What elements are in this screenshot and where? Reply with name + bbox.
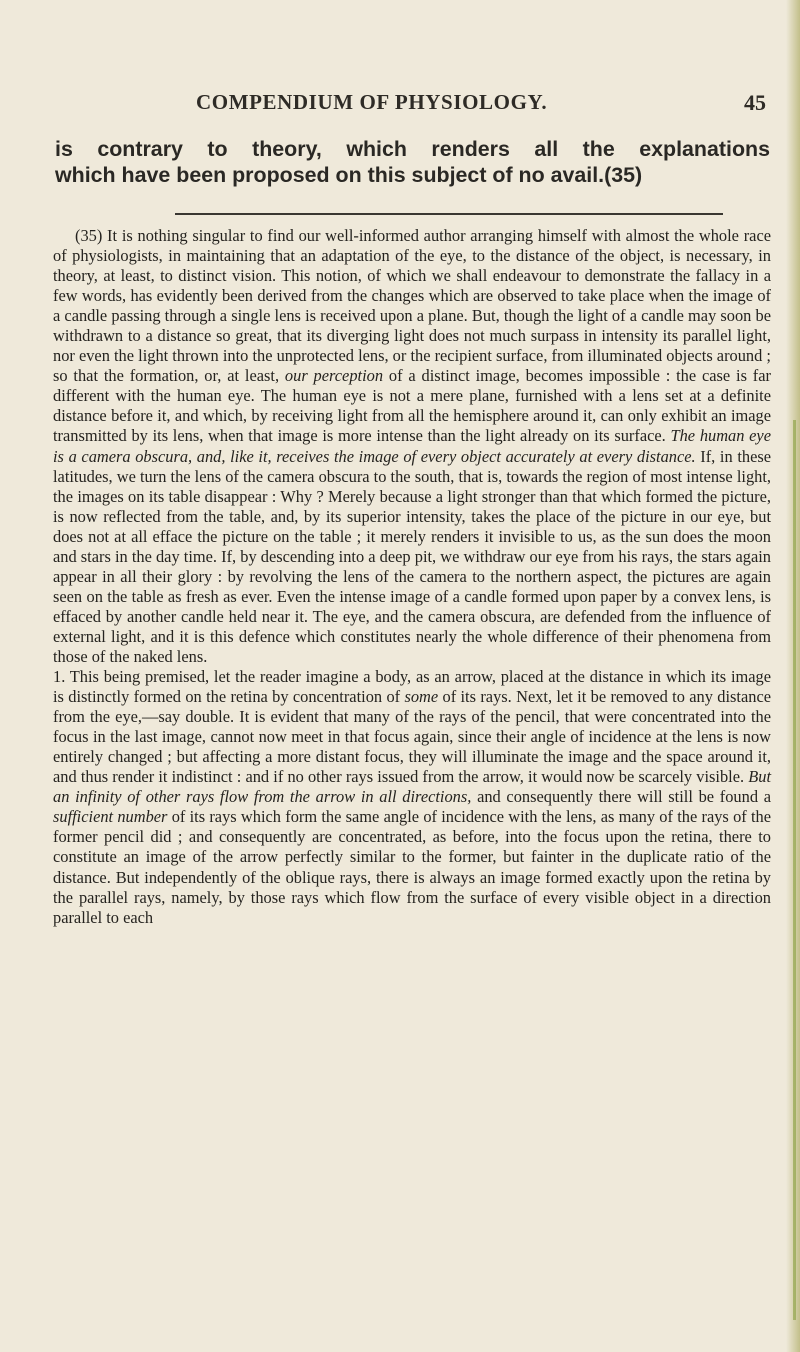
text-run: of its rays. Next, let it be removed to any distance from the eye,—say double. It is evident that many of the rays of the pencil, that were concentrated into the focus in the last image, cannot now meet in that focus again, since their angle of incidence at the lens is now entirely changed ; but affecting a more distant focus, they will illuminate the image and the space around it, and thus render it indistinct : and if no other rays issued from the arrow, it would now be scarcely visible.	[53, 687, 771, 787]
italic-run: But an infinity of other rays flow from the arrow in all directions,	[53, 767, 771, 807]
lead-line-1: is contrary to theory, which renders all the explanations	[55, 137, 770, 161]
text-run: 1. This being premised, let the reader imagine a body, as an arrow, placed at the distance in which its image is distinctly formed on the retina by concentration of	[53, 667, 771, 707]
text-run: and consequently there will still be found a	[471, 787, 771, 807]
lead-paragraph	[55, 136, 770, 188]
text-run: of its rays which form the same angle of incidence with the lens, as many of the rays of the former pencil did ; and consequently are concentrated, as before, into the focus upon the retina, there to constitute an image of the arrow perfectly similar to the former, but fainter in the duplicate ratio of the distance. But independently of the oblique rays, there is always an image formed exactly upon the retina by the parallel rays, namely, by those rays which flow from the surface of every visible object in a direction parallel to each	[53, 807, 772, 927]
italic-run: sufficient number	[53, 807, 168, 827]
italic-run: some	[404, 687, 439, 707]
footnote-divider	[175, 213, 723, 215]
running-title: COMPENDIUM OF PHYSIOLOGY.	[196, 90, 548, 114]
italic-run: our perception	[284, 366, 384, 386]
lead-line-2: which have been proposed on this subject of no avail.(35)	[55, 163, 643, 187]
text-run: (35) It is nothing singular to find our well-informed author arranging himself with almost the whole race of physiologists, in maintaining that an adaptation of the eye, to the distance of the object, is necessary, in theory, at least, to distinct vision. This notion, of which we shall endeavour to demonstrate the fallacy in a few words, has evidently been derived from the changes which are observed to take place when the image of a candle passing through a single lens is received upon a plane. But, though the light of a candle may soon be withdrawn to a distance so great, that its diverging light does not much surpass in intensity its parallel light, nor even the light thrown into the unprotected lens, or the recipient surface, from illuminated objects around ; so that the formation, or, at least,	[53, 226, 771, 386]
text-run: If, in these latitudes, we turn the lens of the camera obscura to the south, that is, towards the region of most intense light, the images on its table disappear : Why ? Merely because a light stronger than that which formed the picture, is now reflected from the table, and, by its superior intensity, takes the place of the picture in our eye, but does not at all efface the picture on the table ; it merely renders it invisible to us, as the sun does the moon and stars in the day time. If, by descending into a deep pit, we withdraw our eye from his rays, the stars again appear in all their glory : by revolving the lens of the camera to the northern aspect, the pictures are again seen on the table as fresh as ever. Even the intense image of a candle formed upon paper by a convex lens, is effaced by another candle held near it. The eye, and the camera obscura, are defended from the influence of external light, and it is this defence which constitutes nearly the whole difference of their phenomena from those of the naked lens.	[53, 446, 772, 666]
footnote-paragraph-2	[53, 667, 771, 928]
footnote-paragraph-1	[53, 226, 771, 667]
page-number: 45	[744, 90, 766, 115]
page-header	[196, 90, 766, 120]
italic-run: The human eye is a camera obscura, and, like it, receives the image of every object accurately at every distance.	[53, 426, 771, 466]
page-edge-tint	[793, 420, 796, 1320]
text-run: of a distinct image, becomes impossible : the case is far different with the human eye. The human eye is not a mere plane, furnished with a lens set at a definite distance before it, and which, by receiving light from all the hemisphere around it, can only exhibit an image transmitted by its lens, when that image is more intense than the light already on its surface.	[53, 366, 771, 446]
footnote-35	[53, 226, 771, 928]
